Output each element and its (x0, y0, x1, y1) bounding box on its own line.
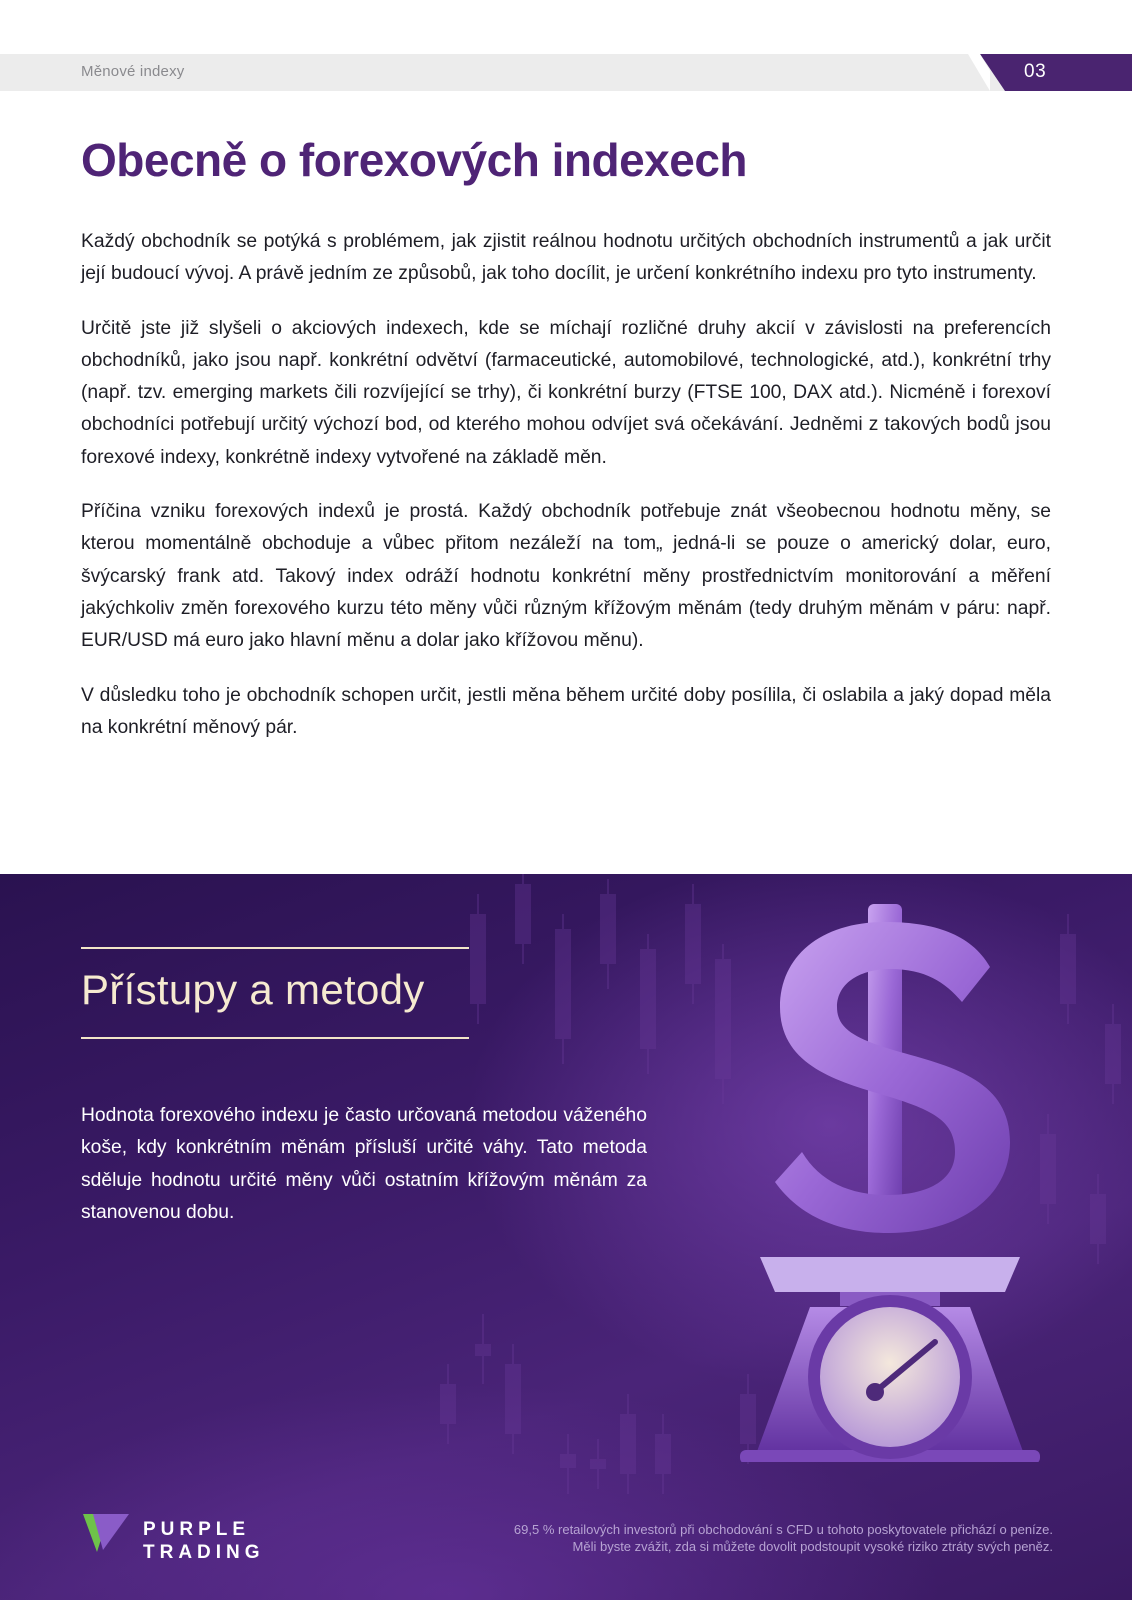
article-body (81, 226, 1051, 766)
disclaimer-line-1: 69,5 % retailových investorů při obchodování s CFD u tohoto poskytovatele přichází o peníze. (513, 1522, 1053, 1537)
risk-disclaimer (413, 1521, 1053, 1555)
logo-text (143, 1518, 265, 1564)
paragraph: Příčina vzniku forexových indexů je prostá. Každý obchodník potřebuje znát všeobecnou hodnotu měny, se kterou momentálně obchoduje a vůbec přitom nezáleží na tom„ jedná-li se pouze o americký dolar, euro, švýcarský frank atd. Takový index odráží hodnotu konkrétní měny prostřednictvím monitorování a měření jakýchkoliv změn forexového kurzu této měny vůči různým křížovým měnám (tedy druhým měnám v páru: např. EUR/USD má euro jako hlavní měnu a dolar jako křížovou měnu). (81, 501, 1051, 652)
paragraph: Každý obchodník se potýká s problémem, jak zjistit reálnou hodnotu určitých obchodních instrumentů a jak určit její budoucí vývoj. A právě jedním ze způsobů, jak toho docílit, je určení konkrétního indexu pro tyto instrumenty. (81, 231, 1051, 285)
purple-trading-logo-icon (83, 1514, 131, 1552)
logo-line-1: PURPLE (143, 1519, 251, 1540)
feature-section (0, 874, 1132, 1600)
logo-line-2: TRADING (143, 1542, 265, 1563)
paragraph: V důsledku toho je obchodník schopen určit, jestli měna během určité doby posílila, či oslabila a jaký dopad měla na konkrétní měnový pár. (81, 684, 1051, 738)
dollar-on-scale-icon (740, 902, 1060, 1462)
paragraph: Určitě jste již slyšeli o akciových indexech, kde se míchají rozličné druhy akcií v závislosti na preferencích obchodníků, jako jsou např. konkrétní odvětví (farmaceutické, automobilové, technologické, atd.), konkrétní trhy (např. tzv. emerging markets čili rozvíjející se trhy), či konkrétní burzy (FTSE 100, DAX atd.). Nicméně i forexoví obchodníci potřebují určitý výchozí bod, od kterého mohou odvíjet svá očekávání. Jedněmi z takových bodů jsou forexové indexy, konkrétně indexy vytvořené na základě měn. (81, 317, 1051, 468)
disclaimer-line-2: Měli byste zvážit, zda si můžete dovolit podstoupit vysoké riziko ztráty svých peněz. (572, 1539, 1053, 1554)
section-label: Měnové indexy (81, 63, 185, 80)
feature-title: Přístupy a metody (81, 966, 425, 1013)
page-number: 03 (1024, 61, 1047, 82)
title-rule-top (81, 947, 469, 949)
page-title: Obecně o forexových indexech (81, 134, 748, 186)
feature-body: Hodnota forexového indexu je často určovaná metodou váženého koše, kdy konkrétním měnám přísluší určité váhy. Tato metoda sděluje hodnotu určité měny vůči ostatním křížovým měnám za stanovenou dobu. (81, 1105, 647, 1223)
title-rule-bottom (81, 1037, 469, 1039)
